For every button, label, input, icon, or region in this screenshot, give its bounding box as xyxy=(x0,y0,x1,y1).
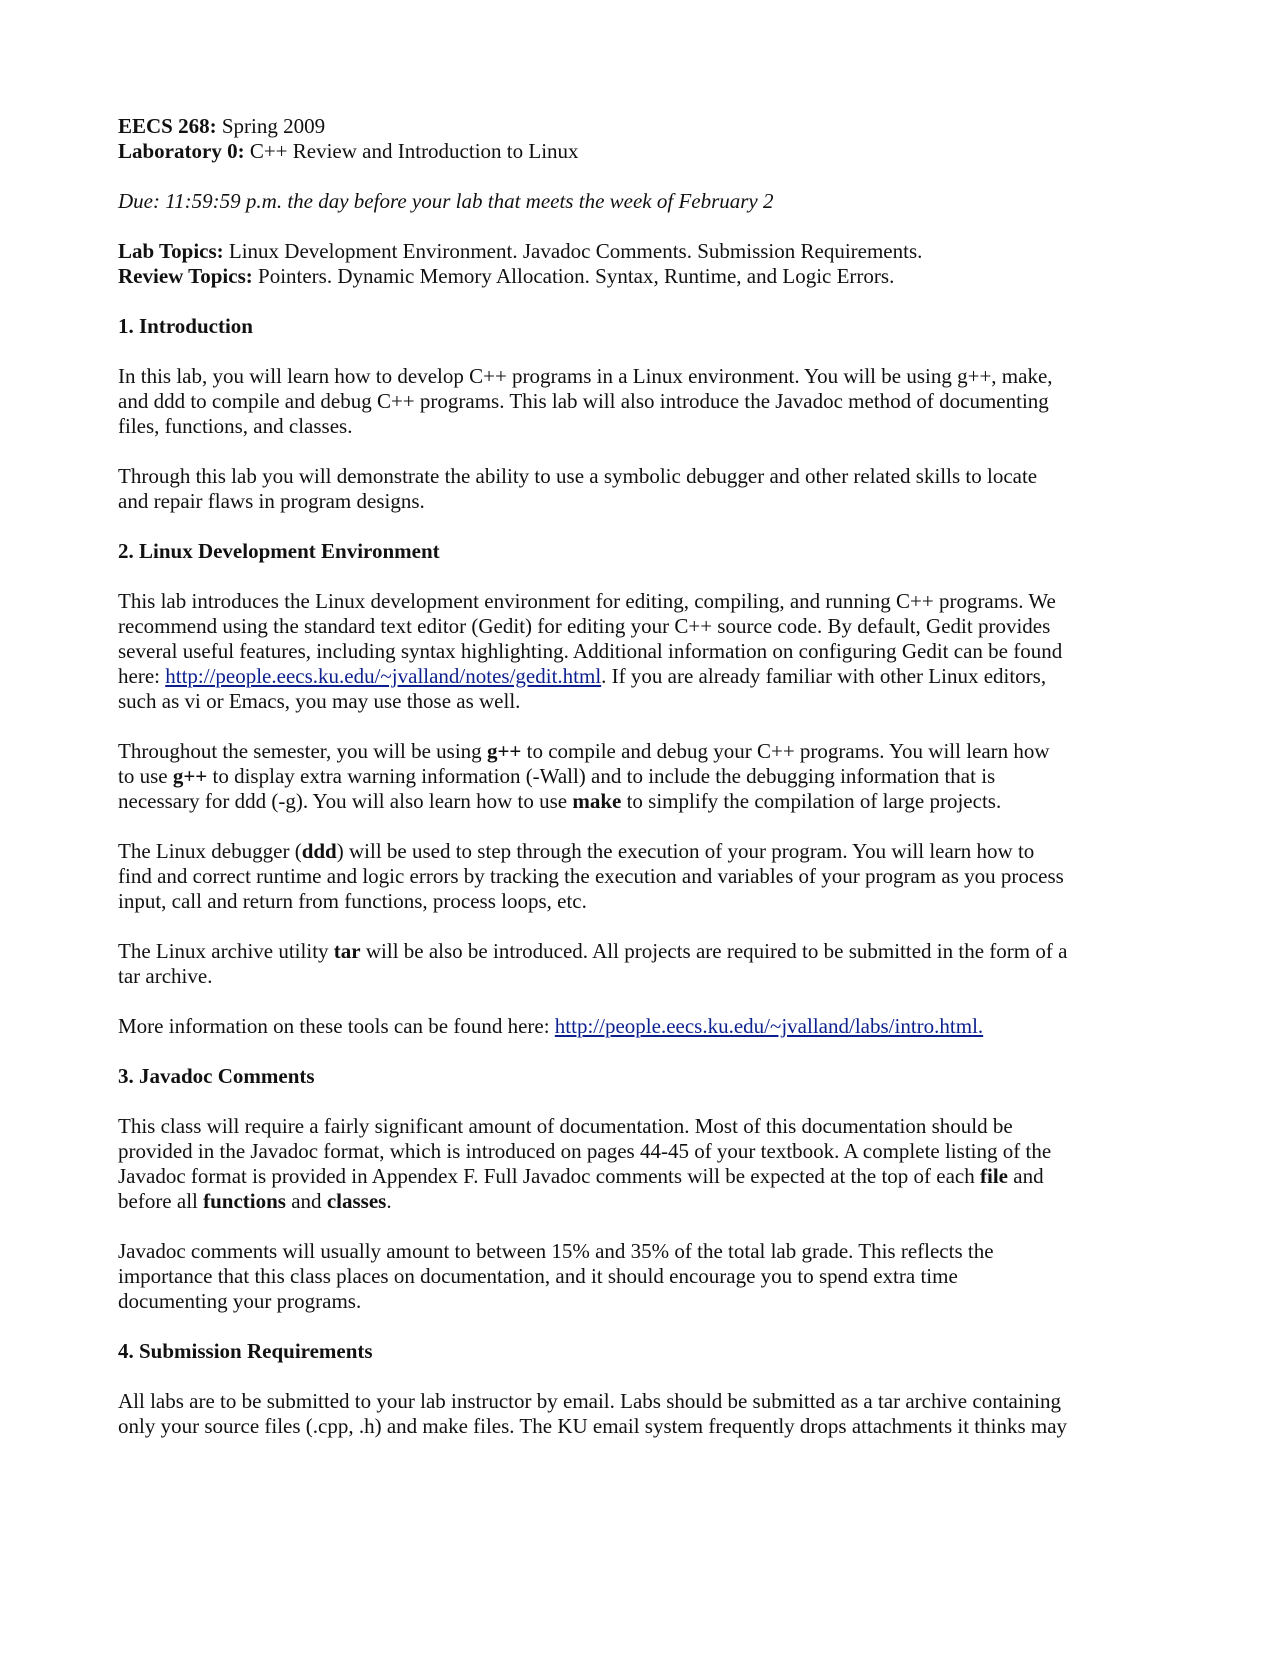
text-line xyxy=(118,663,1046,689)
section-heading-submission xyxy=(118,1338,373,1364)
text-fragment: The Linux debugger ( xyxy=(118,839,302,863)
text-fragment: More information on these tools can be found here: xyxy=(118,1014,555,1038)
text-line: This class will require a fairly significant amount of documentation. Most of this documentation should be xyxy=(118,1114,1013,1138)
course-label: EECS 268: xyxy=(118,114,217,138)
section-heading-text: 2. Linux Development Environment xyxy=(118,539,440,563)
text-line: input, call and return from functions, process loops, etc. xyxy=(118,889,587,913)
text-fragment: Throughout the semester, you will be using xyxy=(118,739,487,763)
text-line: recommend using the standard text editor (Gedit) for editing your C++ source code. By default, Gedit provides xyxy=(118,614,1051,638)
text-line: documenting your programs. xyxy=(118,1289,362,1313)
lab-label: Laboratory 0: xyxy=(118,139,245,163)
bold-term: functions xyxy=(203,1189,286,1213)
text-line: files, functions, and classes. xyxy=(118,414,353,438)
text-line: several useful features, including syntax highlighting. Additional information on configuring Gedit can be found xyxy=(118,639,1063,663)
review-topics-line xyxy=(118,263,894,289)
section-heading-javadoc xyxy=(118,1063,315,1089)
bold-term: file xyxy=(980,1164,1008,1188)
gedit-notes-link[interactable]: http://people.eecs.ku.edu/~jvalland/notes/gedit.html xyxy=(165,664,602,688)
course-line xyxy=(118,113,325,139)
text-fragment: and xyxy=(285,1189,327,1213)
review-topics-text: Pointers. Dynamic Memory Allocation. Syntax, Runtime, and Logic Errors. xyxy=(252,264,895,288)
text-line: and ddd to compile and debug C++ programs. This lab will also introduce the Javadoc method of documenting xyxy=(118,389,1049,413)
section-heading-text: 1. Introduction xyxy=(118,314,253,338)
bold-term: g++ xyxy=(486,739,522,763)
text-line xyxy=(118,938,1067,964)
due-line xyxy=(118,188,774,214)
bold-term: ddd xyxy=(301,839,337,863)
text-line: provided in the Javadoc format, which is introduced on pages 44-45 of your textbook. A complete listing of the xyxy=(118,1139,1052,1163)
text-line: only your source files (.cpp, .h) and make files. The KU email system frequently drops attachments it thinks may xyxy=(118,1414,1068,1438)
text-fragment: before all xyxy=(118,1189,204,1213)
text-line xyxy=(118,1188,392,1214)
text-fragment: to simplify the compilation of large projects. xyxy=(621,789,1002,813)
text-fragment: to compile and debug your C++ programs. You will learn how xyxy=(521,739,1050,763)
text-line xyxy=(118,838,1034,864)
bold-term: tar xyxy=(333,939,361,963)
text-fragment: necessary for ddd (-g). You will also learn how to use xyxy=(118,789,573,813)
text-line: Javadoc comments will usually amount to between 15% and 35% of the total lab grade. This reflects the xyxy=(118,1239,994,1263)
text-line: importance that this class places on documentation, and it should encourage you to spend extra time xyxy=(118,1264,958,1288)
due-text: Due: 11:59:59 p.m. the day before your lab that meets the week of February 2 xyxy=(118,189,774,213)
text-line: and repair flaws in program designs. xyxy=(118,489,425,513)
bold-term: g++ xyxy=(172,764,208,788)
section-heading-text: 4. Submission Requirements xyxy=(118,1339,373,1363)
text-line xyxy=(118,738,1050,764)
text-line xyxy=(118,788,1001,814)
bold-term: make xyxy=(572,789,622,813)
review-topics-label: Review Topics: xyxy=(118,264,253,288)
text-fragment: The Linux archive utility xyxy=(118,939,334,963)
text-line xyxy=(118,1163,1044,1189)
text-fragment: to display extra warning information (-Wall) and to include the debugging information that is xyxy=(207,764,996,788)
lab-title: C++ Review and Introduction to Linux xyxy=(244,139,579,163)
text-line: tar archive. xyxy=(118,964,213,988)
text-fragment: will be also be introduced. All projects are required to be submitted in the form of a xyxy=(360,939,1068,963)
text-line: All labs are to be submitted to your lab instructor by email. Labs should be submitted as a tar archive containing xyxy=(118,1389,1062,1413)
lab-topics-text: Linux Development Environment. Javadoc Comments. Submission Requirements. xyxy=(223,239,923,263)
text-fragment: here: xyxy=(118,664,166,688)
course-term: Spring 2009 xyxy=(216,114,326,138)
text-fragment: ) will be used to step through the execution of your program. You will learn how to xyxy=(336,839,1035,863)
text-line xyxy=(118,1013,983,1039)
section-heading-linux-dev-env xyxy=(118,538,440,564)
text-fragment: . If you are already familiar with other Linux editors, xyxy=(601,664,1047,688)
text-line: Through this lab you will demonstrate the ability to use a symbolic debugger and other related skills to locate xyxy=(118,464,1038,488)
section-heading-text: 3. Javadoc Comments xyxy=(118,1064,315,1088)
text-fragment: Javadoc format is provided in Appendex F. Full Javadoc comments will be expected at the top of each xyxy=(118,1164,981,1188)
lab-line xyxy=(118,138,579,164)
text-line xyxy=(118,763,995,789)
section-heading-introduction xyxy=(118,313,253,339)
text-line: In this lab, you will learn how to develop C++ programs in a Linux environment. You will be using g++, make, xyxy=(118,364,1053,388)
text-line: This lab introduces the Linux development environment for editing, compiling, and running C++ programs. We xyxy=(118,589,1056,613)
text-fragment: to use xyxy=(118,764,173,788)
text-fragment: and xyxy=(1008,1164,1044,1188)
intro-tools-link[interactable]: http://people.eecs.ku.edu/~jvalland/labs/intro.html. xyxy=(554,1014,984,1038)
text-fragment: . xyxy=(386,1189,392,1213)
bold-term: classes xyxy=(326,1189,387,1213)
lab-topics-line xyxy=(118,238,922,264)
text-line: find and correct runtime and logic errors by tracking the execution and variables of your program as you process xyxy=(118,864,1064,888)
lab-topics-label: Lab Topics: xyxy=(118,239,224,263)
text-line: such as vi or Emacs, you may use those as well. xyxy=(118,689,521,713)
